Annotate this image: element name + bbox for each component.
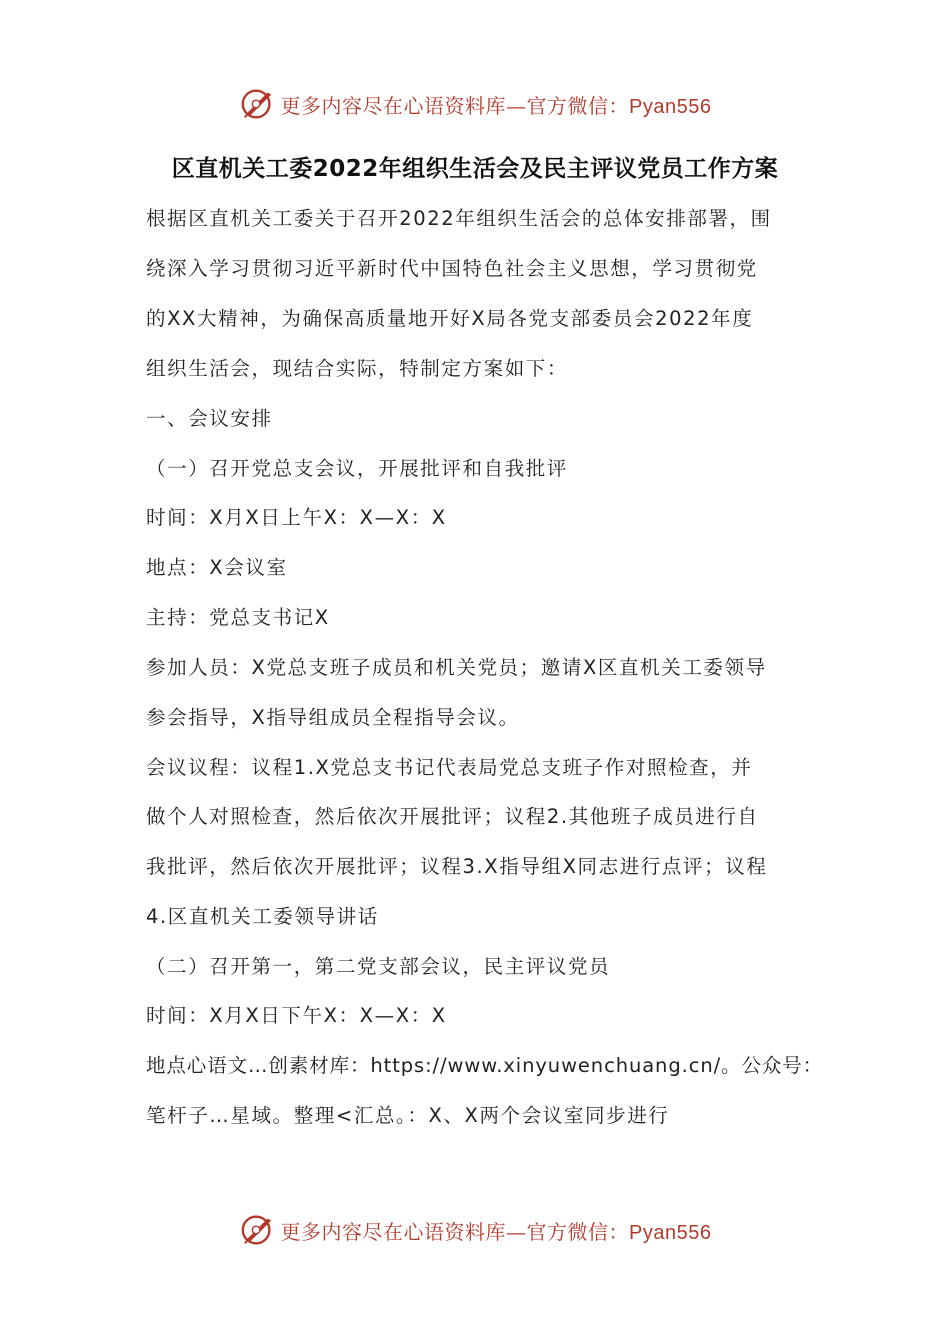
- meeting-time: 时间：X月X日下午X：X—X：X: [146, 1004, 447, 1027]
- attendees-line: 参加人员：X党总支班子成员和机关党员；邀请X区直机关工委领导: [146, 656, 767, 679]
- banner-text: 更多内容尽在心语资料库—官方微信：Pyan556: [280, 93, 712, 118]
- meeting-time: 时间：X月X日上午X：X—X：X: [146, 506, 447, 529]
- pen-logo-icon: [239, 85, 277, 123]
- paragraph-line: 绕深入学习贯彻习近平新时代中国特色社会主义思想，学习贯彻党: [146, 257, 758, 280]
- meeting-location: 笔杆子…星域。整理<汇总。：X、X两个会议室同步进行: [146, 1104, 670, 1127]
- meeting-host: 主持：党总支书记X: [146, 606, 330, 629]
- meeting-location: 地点心语文…创素材库：https://www.xinyuwenchuang.cn/。公众号：: [146, 1054, 824, 1077]
- header-banner: [0, 82, 950, 126]
- paragraph-line: 的XX大精神，为确保高质量地开好X局各党支部委员会2022年度: [146, 307, 754, 330]
- subsection-heading: （二）召开第一，第二党支部会议，民主评议党员: [146, 955, 611, 978]
- agenda-line: 我批评，然后依次开展批评；议程3.X指导组X同志进行点评；议程: [146, 855, 768, 878]
- meeting-location: 地点：X会议室: [146, 556, 288, 579]
- footer-banner: [0, 1208, 950, 1252]
- paragraph-line: 组织生活会，现结合实际，特制定方案如下：: [146, 357, 569, 380]
- banner-text: 更多内容尽在心语资料库—官方微信：Pyan556: [280, 1219, 712, 1244]
- agenda-line: 4.区直机关工委领导讲话: [146, 905, 379, 928]
- pen-logo-icon: [239, 1211, 277, 1249]
- agenda-line: 会议议程：议程1.X党总支书记代表局党总支班子作对照检查，并: [146, 756, 753, 779]
- document-title: 区直机关工委2022年组织生活会及民主评议党员工作方案: [171, 156, 779, 182]
- agenda-line: 做个人对照检查，然后依次开展批评；议程2.其他班子成员进行自: [146, 805, 759, 828]
- subsection-heading: （一）召开党总支会议，开展批评和自我批评: [146, 457, 569, 480]
- attendees-line: 参会指导，X指导组成员全程指导会议。: [146, 706, 520, 729]
- section-heading: 一、会议安排: [146, 407, 273, 430]
- paragraph-line: 根据区直机关工委关于召开2022年组织生活会的总体安排部署，围: [146, 207, 772, 230]
